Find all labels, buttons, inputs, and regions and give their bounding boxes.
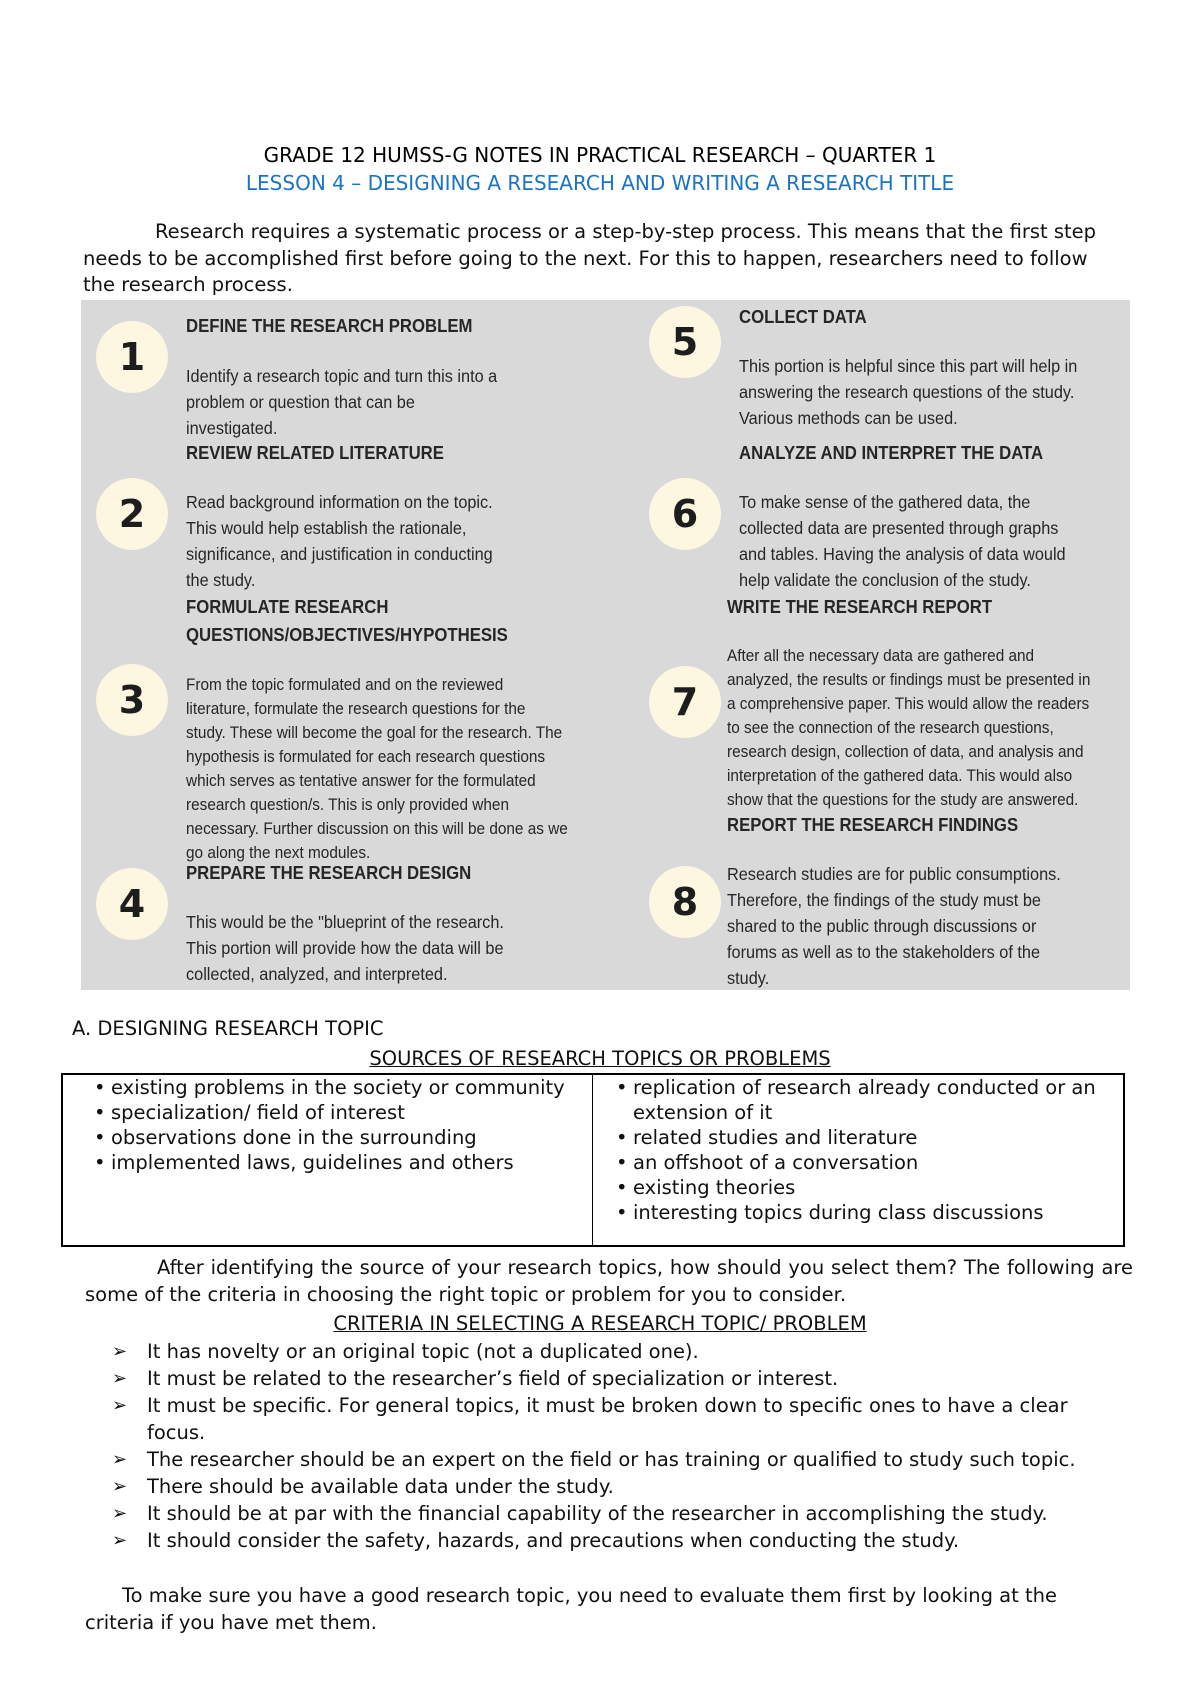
step-title-5: COLLECT DATA <box>739 307 867 327</box>
intro-paragraph <box>83 219 1113 299</box>
step-title-2: REVIEW RELATED LITERATURE <box>186 443 444 463</box>
step-desc-1: Identify a research topic and turn this into a problem or question that can be investigated. <box>186 366 498 438</box>
list-item: ➢ It should be at par with the financial capability of the researcher in accomplishing the study. <box>112 1502 1048 1525</box>
step-number-7: 7 <box>649 666 721 738</box>
closing-paragraph <box>85 1582 1125 1636</box>
list-item: ➢ It has novelty or an original topic (not a duplicated one). <box>112 1340 699 1363</box>
step-desc-8: Research studies are for public consumptions. Therefore, the findings of the study must be shared to the public through discussions or forums as well as to the stakeholders of the study. <box>727 864 1061 988</box>
selection-text: After identifying the source of your research topics, how should you select them? The following are some of the criteria in choosing the right topic or problem for you to consider. <box>85 1256 1133 1306</box>
section-heading: A. DESIGNING RESEARCH TOPIC <box>72 1017 384 1040</box>
criteria-list <box>112 1338 1132 1554</box>
step-number-3: 3 <box>96 664 168 736</box>
list-item: • existing problems in the society or community <box>111 1075 592 1100</box>
sources-right-column <box>593 1075 1123 1245</box>
step-number-1: 1 <box>96 321 168 393</box>
arrow-bullet-icon: ➢ <box>112 1476 128 1497</box>
step-title-1: DEFINE THE RESEARCH PROBLEM <box>186 316 473 336</box>
arrow-bullet-icon: ➢ <box>112 1341 128 1362</box>
list-item: • implemented laws, guidelines and others <box>111 1150 592 1175</box>
page-title: GRADE 12 HUMSS-G NOTES IN PRACTICAL RESEARCH – QUARTER 1 <box>263 143 937 167</box>
step-title-4: PREPARE THE RESEARCH DESIGN <box>186 863 472 883</box>
step-desc-4: This would be the "blueprint of the research. This portion will provide how the data will be collected, analyzed, and interpreted. <box>186 912 504 984</box>
sources-left-column <box>63 1075 593 1245</box>
criteria-title: CRITERIA IN SELECTING A RESEARCH TOPIC/ PROBLEM <box>333 1312 867 1335</box>
step-title-3: FORMULATE RESEARCH <box>186 597 389 617</box>
step-number-4: 4 <box>96 868 168 940</box>
step-title-7: WRITE THE RESEARCH REPORT <box>727 597 993 617</box>
list-item: ➢ It must be specific. For general topics, it must be broken down to specific ones to have a clear focus. <box>112 1394 1068 1444</box>
step-desc-5: This portion is helpful since this part will help in answering the research questions of the study. Various methods can be used. <box>739 356 1078 428</box>
list-item: • specialization/ field of interest <box>111 1100 592 1125</box>
lesson-subtitle: LESSON 4 – DESIGNING A RESEARCH AND WRITING A RESEARCH TITLE <box>245 171 955 195</box>
step-desc-7: After all the necessary data are gathered and analyzed, the results or findings must be presented in a comprehensive paper. This would allow the readers to see the connection of the research questions, research design, collection of data, and analysis and interpretation of the gathered data. This would also show that the questions for the study are answered. <box>727 647 1091 809</box>
selection-paragraph <box>85 1255 1133 1308</box>
step-desc-3: From the topic formulated and on the reviewed literature, formulate the research questions for the study. These will become the goal for the research. The hypothesis is formulated for each research questions which serves as tentative answer for the formulated research question/s. This is only provided when necessary. Further discussion on this will be done as we go along the next modules. <box>186 676 568 862</box>
step-number-5: 5 <box>649 306 721 378</box>
step-title-3-line-2: QUESTIONS/OBJECTIVES/HYPOTHESIS <box>186 625 508 645</box>
step-number-6: 6 <box>649 478 721 550</box>
arrow-bullet-icon: ➢ <box>112 1530 128 1551</box>
step-number-2: 2 <box>96 478 168 550</box>
arrow-bullet-icon: ➢ <box>112 1449 128 1470</box>
list-item: ➢ It must be related to the researcher’s field of specialization or interest. <box>112 1367 839 1390</box>
list-item: • related studies and literature <box>633 1125 1123 1150</box>
arrow-bullet-icon: ➢ <box>112 1395 128 1416</box>
list-item: • interesting topics during class discussions <box>633 1200 1123 1225</box>
step-number-8: 8 <box>649 866 721 938</box>
intro-text: Research requires a systematic process or a step-by-step process. This means that the first step needs to be accomplished first before going to the next. For this to happen, researchers need to follow the research process. <box>83 220 1097 296</box>
step-title-8: REPORT THE RESEARCH FINDINGS <box>727 815 1019 835</box>
sources-table <box>61 1073 1125 1247</box>
list-item: ➢ There should be available data under the study. <box>112 1475 614 1498</box>
closing-text: To make sure you have a good research topic, you need to evaluate them first by looking at the criteria if you have met them. <box>85 1584 1057 1634</box>
list-item: ➢ It should consider the safety, hazards, and precautions when conducting the study. <box>112 1529 960 1552</box>
list-item: • replication of research already conducted or an extension of it <box>633 1075 1123 1125</box>
sources-title: SOURCES OF RESEARCH TOPICS OR PROBLEMS <box>369 1047 831 1070</box>
research-process-infographic <box>81 300 1130 990</box>
list-item: • an offshoot of a conversation <box>633 1150 1123 1175</box>
step-desc-2: Read background information on the topic. This would help establish the rationale, significance, and justification in conducting the study. <box>186 492 493 590</box>
arrow-bullet-icon: ➢ <box>112 1368 128 1389</box>
list-item: • observations done in the surrounding <box>111 1125 592 1150</box>
step-desc-6: To make sense of the gathered data, the collected data are presented through graphs and tables. Having the analysis of data would help validate the conclusion of the study. <box>739 492 1066 590</box>
list-item: • existing theories <box>633 1175 1123 1200</box>
step-title-6: ANALYZE AND INTERPRET THE DATA <box>739 443 1044 463</box>
arrow-bullet-icon: ➢ <box>112 1503 128 1524</box>
list-item: ➢ The researcher should be an expert on the field or has training or qualified to study such topic. <box>112 1448 1076 1471</box>
